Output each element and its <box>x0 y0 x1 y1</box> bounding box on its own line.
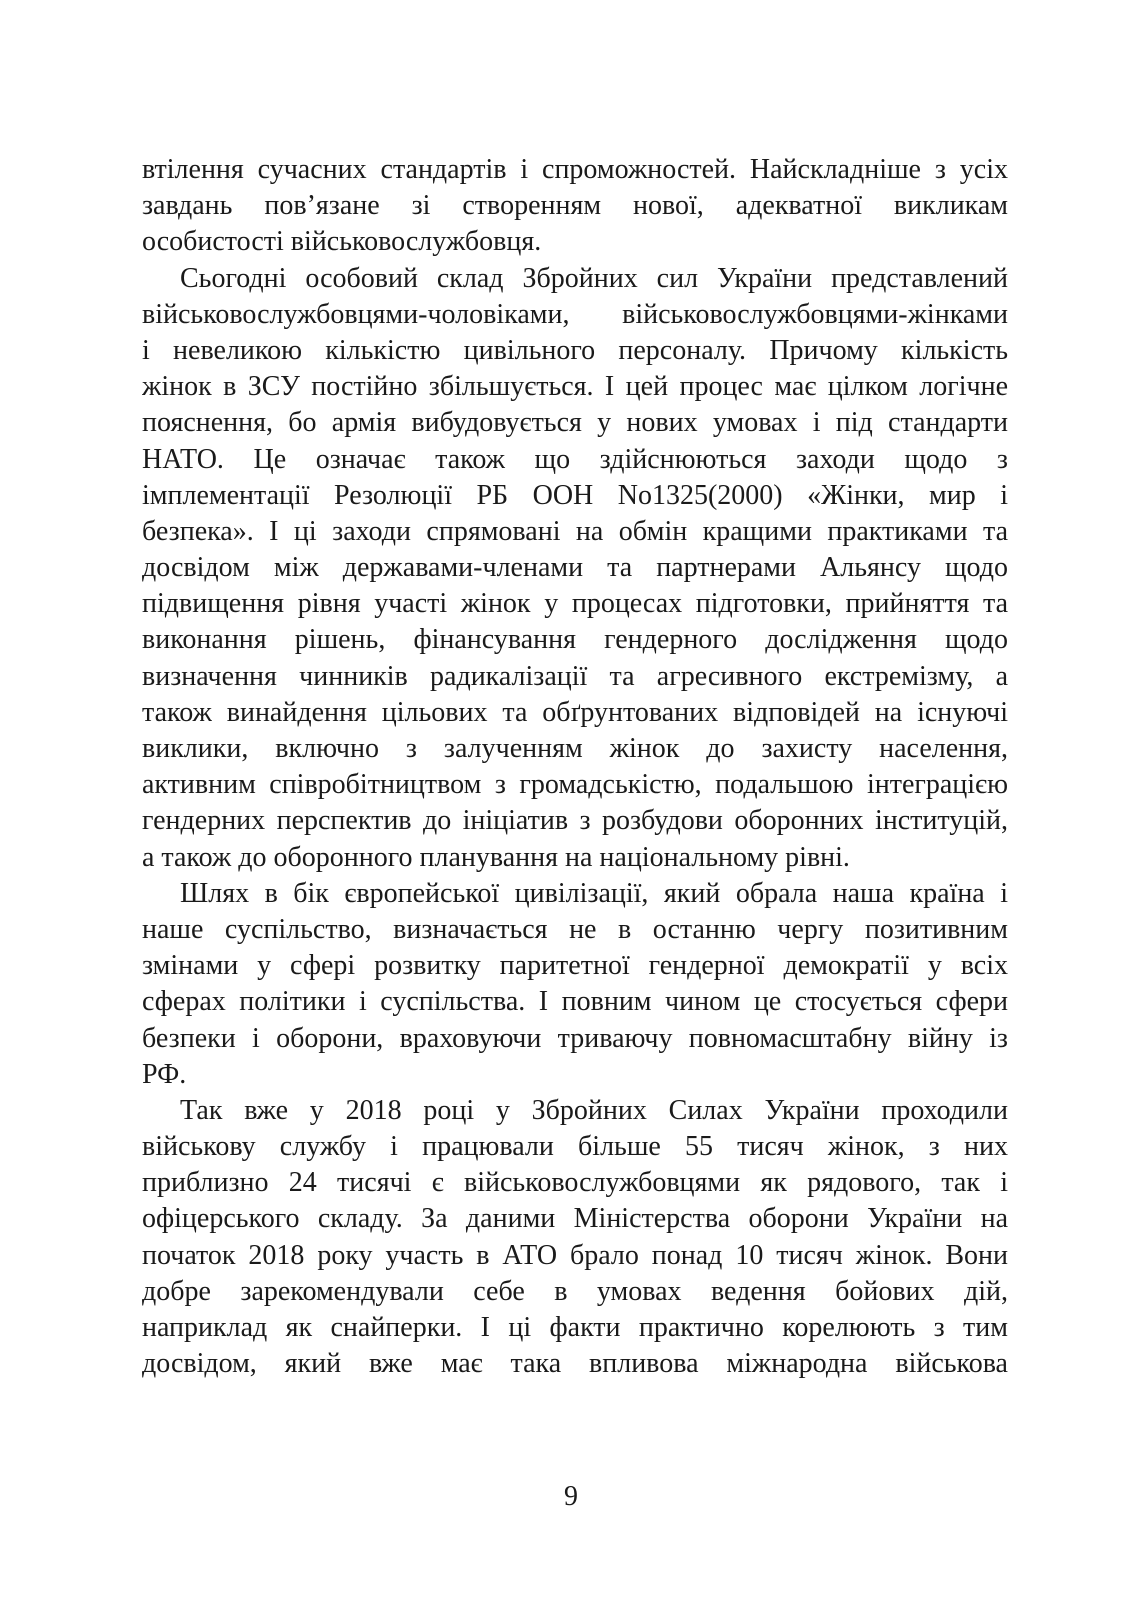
text-line: РФ. <box>142 1058 187 1090</box>
text-line: гендерних перспектив до ініціатив з розбудови оборонних інституцій, <box>142 805 1008 837</box>
text-line: активним співробітництвом з громадськістю, подальшою інтеграцією <box>142 769 1008 801</box>
text-line: а також до оборонного планування на національному рівні. <box>142 841 850 873</box>
page-number: 9 <box>564 1481 578 1512</box>
text-line: досвідом між державами-членами та партнерами Альянсу щодо <box>142 552 1008 584</box>
text-line: початок 2018 року участь в АТО брало понад 10 тисяч жінок. Вони <box>142 1239 1008 1271</box>
text-line: наприклад як снайперки. І ці факти практично корелюють з тим <box>142 1312 1008 1343</box>
text-line: завдань пов’язане зі створенням нової, адекватної викликам <box>142 190 1008 222</box>
text-line: виконання рішень, фінансування гендерного дослідження щодо <box>142 624 1008 656</box>
text-line: і невеликою кількістю цивільного персоналу. Причому кількість <box>142 334 1008 366</box>
text-line: наше суспільство, визначається не в останню чергу позитивним <box>142 913 1008 945</box>
text-line: НАТО. Це означає також що здійснюються заходи щодо з <box>142 443 1008 475</box>
text-line: Шлях в бік європейської цивілізації, який обрала наша країна і <box>180 877 1008 909</box>
paragraph <box>142 152 1008 261</box>
paragraph <box>142 876 1008 1093</box>
text-line: безпека». І ці заходи спрямовані на обмін кращими практиками та <box>142 515 1008 547</box>
text-line: Сьогодні особовий склад Збройних сил України представлений <box>180 262 1008 294</box>
body-text <box>142 152 1008 1382</box>
text-line: Так вже у 2018 році у Збройних Силах України проходили <box>180 1094 1008 1126</box>
text-line: жінок в ЗСУ постійно збільшується. І цей процес має цілком логічне <box>142 371 1008 403</box>
text-line: пояснення, бо армія вибудовується у нових умовах і під стандарти <box>142 407 1008 439</box>
paragraph <box>142 261 1008 876</box>
text-line: виклики, включно з залученням жінок до захисту населення, <box>142 733 1008 764</box>
text-line: особистості військовослужбовця. <box>142 226 542 258</box>
text-line: також винайдення цільових та обґрунтованих відповідей на існуючі <box>142 696 1008 728</box>
text-line: приблизно 24 тисячі є військовослужбовцями як рядового, так і <box>142 1167 1008 1199</box>
text-line: втілення сучасних стандартів і спроможностей. Найскладніше з усіх <box>142 154 1008 185</box>
text-line: сферах політики і суспільства. І повним чином це стосується сфери <box>142 986 1008 1018</box>
text-line: підвищення рівня участі жінок у процесах підготовки, прийняття та <box>142 588 1008 620</box>
text-line: військову службу і працювали більше 55 тисяч жінок, з них <box>142 1131 1008 1163</box>
text-line: імплементації Резолюції РБ ООН No1325(2000) «Жінки, мир і <box>142 479 1008 511</box>
text-line: військовослужбовцями-чоловіками, військовослужбовцями-жінками <box>142 298 1008 330</box>
text-line: добре зарекомендували себе в умовах ведення бойових дій, <box>142 1275 1008 1307</box>
text-line: офіцерського складу. За даними Міністерства оборони України на <box>142 1203 1008 1235</box>
text-line: досвідом, який вже має така впливова міжнародна військова <box>142 1348 1008 1380</box>
text-line: змінами у сфері розвитку паритетної гендерної демократії у всіх <box>142 950 1008 982</box>
text-line: визначення чинників радикалізації та агресивного екстремізму, а <box>142 660 1008 692</box>
paragraph <box>142 1093 1008 1383</box>
text-line: безпеки і оборони, враховуючи триваючу повномасштабну війну із <box>142 1022 1008 1054</box>
